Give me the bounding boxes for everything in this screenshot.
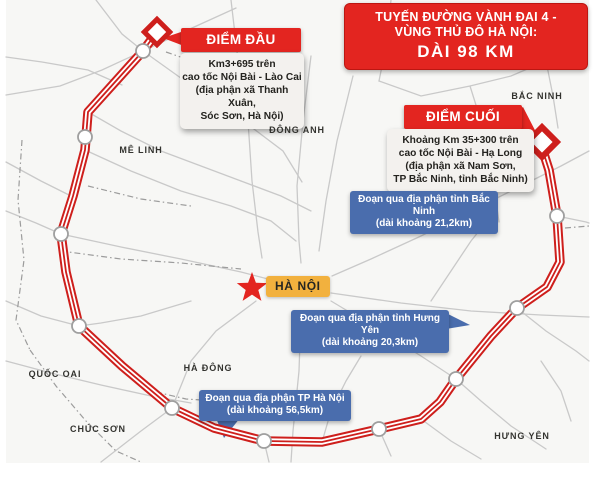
title-line2: VÙNG THỦ ĐÔ HÀ NỘI: [394,25,538,39]
start-point-header: ĐIỂM ĐẦU [181,28,301,52]
segment-label-hung-yen: Đoạn qua địa phận tỉnh Hưng Yên (dài khoảng 20,3km) [291,310,449,353]
place-label-dong-anh: ĐÔNG ANH [269,125,325,135]
place-label-me-linh: MÊ LINH [119,145,163,155]
end-info-line: Khoảng Km 35+300 trên [402,135,519,146]
end-info-line: cao tốc Nội Bài - Hạ Long [398,148,523,159]
place-label-quoc-oai: QUỐC OAI [28,369,82,379]
start-info-line: Km3+695 trên [208,59,276,70]
capital-badge: HÀ NỘI [266,276,330,297]
end-info-line: (địa phận xã Nam Sơn, [405,161,516,172]
start-point-info [180,53,304,129]
end-point-header: ĐIỂM CUỐI [404,105,522,129]
end-point-info [387,129,534,192]
place-label-chuc-son: CHÚC SƠN [70,424,126,434]
place-label-bac-ninh: BẮC NINH [511,91,563,101]
start-info-line: (địa phận xã Thanh Xuân, [195,85,289,109]
segment-label-bac-ninh: Đoạn qua địa phận tỉnh Bắc Ninh (dài khoảng 21,2km) [350,191,498,234]
start-info-line: Sóc Sơn, Hà Nội) [200,111,284,122]
start-info-line: cao tốc Nội Bài - Lào Cai [182,72,302,83]
title-length: DÀI 98 KM [417,42,515,61]
title-line1: TUYẾN ĐƯỜNG VÀNH ĐAI 4 - [375,10,557,24]
title-box [344,3,588,70]
place-label-hung-yen: HƯNG YÊN [494,431,550,441]
end-info-line: TP Bắc Ninh, tỉnh Bắc Ninh) [393,174,528,185]
segment-label-ha-noi: Đoạn qua địa phận TP Hà Nội (dài khoảng 56,5km) [199,390,351,421]
place-label-ha-dong: HÀ ĐÔNG [183,363,233,373]
